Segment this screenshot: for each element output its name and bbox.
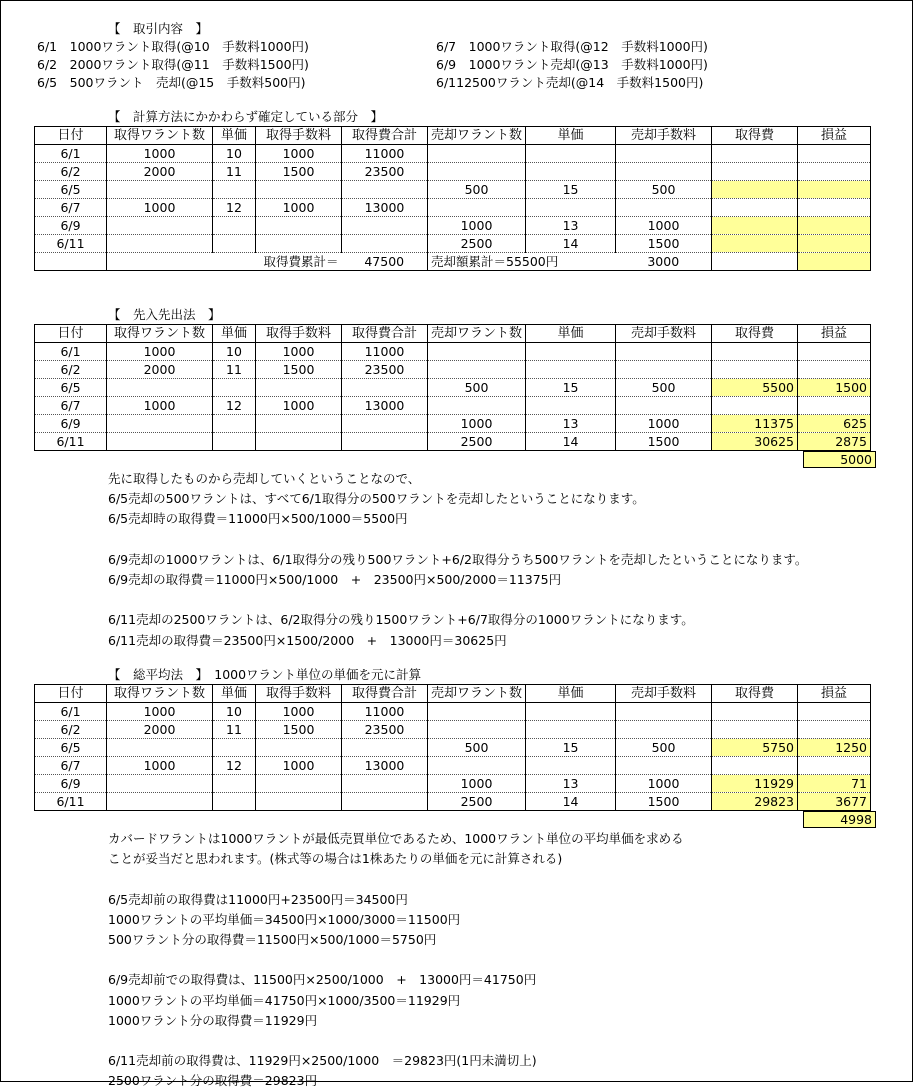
cell-sale-price: 13 xyxy=(526,217,616,235)
cell-sale-price: 13 xyxy=(526,775,616,793)
cell-cost: 29823 xyxy=(712,793,798,811)
cell-sale-price xyxy=(526,343,616,361)
cell-sale-qty: 1000 xyxy=(428,415,526,433)
note-line: 6/5売却の500ワラントは、すべて6/1取得分の500ワラントを売却したということになります。 xyxy=(108,491,645,507)
cell-acq-price: 10 xyxy=(213,145,256,163)
table-row xyxy=(35,361,871,379)
cell-profit xyxy=(798,217,871,235)
table-row xyxy=(35,775,871,793)
section1-table xyxy=(34,126,871,271)
cell-sale-qty: 2500 xyxy=(428,235,526,253)
cell-profit xyxy=(798,703,871,721)
cell-sale-price xyxy=(526,145,616,163)
header-cost: 取得費 xyxy=(712,127,798,145)
table-row xyxy=(35,757,871,775)
cell-date: 6/9 xyxy=(35,217,107,235)
cell-cost xyxy=(712,181,798,199)
cell-sale-price xyxy=(526,397,616,415)
cell-profit: 3677 xyxy=(798,793,871,811)
header-acq-qty: 取得ワラント数 xyxy=(107,325,213,343)
cell-acq-price xyxy=(213,379,256,397)
cell-acq-price: 10 xyxy=(213,703,256,721)
cell-acq-total: 23500 xyxy=(342,163,428,181)
cell-sale-qty xyxy=(428,703,526,721)
header-acq-fee: 取得手数料 xyxy=(256,685,342,703)
cell-cost xyxy=(712,235,798,253)
table-row xyxy=(35,415,871,433)
table-row xyxy=(35,343,871,361)
cell-sale-fee xyxy=(616,199,712,217)
cell-acq-qty xyxy=(107,217,213,235)
cell-acq-fee xyxy=(256,415,342,433)
cell-profit xyxy=(798,145,871,163)
cell-acq-fee: 1000 xyxy=(256,397,342,415)
cell-acq-qty xyxy=(107,775,213,793)
cell-acq-fee xyxy=(256,235,342,253)
cell-acq-price xyxy=(213,739,256,757)
table-row xyxy=(35,379,871,397)
note-line: 6/11売却の2500ワラントは、6/2取得分の残り1500ワラント+6/7取得分の1000ワラントになります。 xyxy=(108,612,694,628)
header-acq-price: 単価 xyxy=(213,127,256,145)
cell-sale-price: 14 xyxy=(526,793,616,811)
footer-blank xyxy=(35,253,107,271)
cell-cost xyxy=(712,343,798,361)
cell-cost xyxy=(712,397,798,415)
note-line: 6/9売却前での取得費は、11500円×2500/1000 + 13000円＝41750円 xyxy=(108,972,537,988)
cell-profit xyxy=(798,397,871,415)
cell-sale-qty xyxy=(428,145,526,163)
note-line: カバードワラントは1000ワラントが最低売買単位であるため、1000ワラント単位の平均単価を求める xyxy=(108,831,684,846)
cell-acq-price: 12 xyxy=(213,757,256,775)
note-line: 500ワラント分の取得費＝11500円×500/1000＝5750円 xyxy=(108,932,437,947)
cell-acq-price: 12 xyxy=(213,397,256,415)
header-sale-fee: 売却手数料 xyxy=(616,685,712,703)
cell-sale-price: 15 xyxy=(526,739,616,757)
section2-table xyxy=(34,324,871,451)
header-acq-qty: 取得ワラント数 xyxy=(107,127,213,145)
cell-acq-qty: 1000 xyxy=(107,397,213,415)
cell-cost xyxy=(712,361,798,379)
cell-sale-fee: 500 xyxy=(616,379,712,397)
note-line: 6/5売却前の取得費は11000円+23500円＝34500円 xyxy=(108,891,408,907)
header-sale-price: 単価 xyxy=(526,127,616,145)
header-acq-fee: 取得手数料 xyxy=(256,325,342,343)
cell-date: 6/5 xyxy=(35,379,107,397)
cell-date: 6/11 xyxy=(35,433,107,451)
cell-acq-total: 23500 xyxy=(342,361,428,379)
cell-cost: 5750 xyxy=(712,739,798,757)
header-acq-price: 単価 xyxy=(213,325,256,343)
cell-acq-qty xyxy=(107,181,213,199)
cell-cost: 5500 xyxy=(712,379,798,397)
note-line: 6/11売却の取得費＝23500円×1500/2000 + 13000円＝30625円 xyxy=(108,632,507,648)
intro-left-line-2: 6/2 2000ワラント取得(@11 手数料1500円) xyxy=(37,57,309,72)
cell-acq-fee xyxy=(256,217,342,235)
cell-acq-price xyxy=(213,217,256,235)
header-date: 日付 xyxy=(35,325,107,343)
cell-acq-total: 11000 xyxy=(342,703,428,721)
cell-acq-fee xyxy=(256,433,342,451)
header-acq-qty: 取得ワラント数 xyxy=(107,685,213,703)
cell-sale-price xyxy=(526,703,616,721)
cell-sale-price: 15 xyxy=(526,379,616,397)
footer-acq-total: 47500 xyxy=(342,253,428,271)
cell-sale-fee xyxy=(616,361,712,379)
cell-acq-price xyxy=(213,415,256,433)
header-cost: 取得費 xyxy=(712,325,798,343)
table-row xyxy=(35,199,871,217)
table-row xyxy=(35,433,871,451)
cell-sale-qty xyxy=(428,721,526,739)
cell-sale-price: 14 xyxy=(526,433,616,451)
cell-acq-price: 11 xyxy=(213,721,256,739)
cell-profit: 2875 xyxy=(798,433,871,451)
cell-acq-qty: 1000 xyxy=(107,343,213,361)
cell-acq-total xyxy=(342,415,428,433)
cell-cost: 11929 xyxy=(712,775,798,793)
note-line: 6/9売却の取得費＝11000円×500/1000 + 23500円×500/2000＝11375円 xyxy=(108,572,562,587)
cell-cost xyxy=(712,163,798,181)
cell-sale-fee xyxy=(616,703,712,721)
cell-acq-qty: 1000 xyxy=(107,199,213,217)
cell-acq-total: 11000 xyxy=(342,145,428,163)
cell-acq-qty xyxy=(107,235,213,253)
cell-sale-fee xyxy=(616,757,712,775)
table-row xyxy=(35,145,871,163)
table-row xyxy=(35,793,871,811)
cell-sale-fee: 500 xyxy=(616,739,712,757)
cell-acq-qty xyxy=(107,793,213,811)
section2-title: 【 先入先出法 】 xyxy=(108,307,221,322)
cell-acq-qty: 2000 xyxy=(107,721,213,739)
cell-sale-qty xyxy=(428,757,526,775)
cell-acq-total xyxy=(342,235,428,253)
cell-date: 6/9 xyxy=(35,775,107,793)
cell-acq-total xyxy=(342,217,428,235)
header-sale-fee: 売却手数料 xyxy=(616,127,712,145)
note-line: 6/9売却の1000ワラントは、6/1取得分の残り500ワラント+6/2取得分うち500ワラントを売却したということになります。 xyxy=(108,551,808,567)
cell-cost: 11375 xyxy=(712,415,798,433)
header-acq-total: 取得費合計 xyxy=(342,127,428,145)
cell-acq-fee: 1000 xyxy=(256,703,342,721)
header-sale-qty: 売却ワラント数 xyxy=(428,325,526,343)
cell-date: 6/1 xyxy=(35,703,107,721)
cell-acq-total: 13000 xyxy=(342,397,428,415)
cell-profit: 625 xyxy=(798,415,871,433)
intro-right-line-1: 6/7 1000ワラント取得(@12 手数料1000円) xyxy=(436,39,708,54)
cell-acq-fee: 1500 xyxy=(256,361,342,379)
note-line: ことが妥当だと思われます。(株式等の場合は1株あたりの単価を元に計算される) xyxy=(108,851,563,867)
cell-sale-qty: 500 xyxy=(428,739,526,757)
cell-profit xyxy=(798,163,871,181)
cell-acq-qty xyxy=(107,415,213,433)
cell-acq-qty: 2000 xyxy=(107,361,213,379)
note-line: 6/11売却前の取得費は、11929円×2500/1000 ＝29823円(1円未満切上) xyxy=(108,1053,537,1069)
footer-acq-label: 取得費累計＝ xyxy=(107,253,342,271)
cell-date: 6/2 xyxy=(35,361,107,379)
header-acq-total: 取得費合計 xyxy=(342,325,428,343)
cell-acq-total xyxy=(342,379,428,397)
table-header-row xyxy=(35,325,871,343)
cell-sale-qty: 2500 xyxy=(428,433,526,451)
cell-acq-total xyxy=(342,433,428,451)
cell-sale-fee: 1000 xyxy=(616,775,712,793)
cell-date: 6/7 xyxy=(35,199,107,217)
cell-sale-fee xyxy=(616,397,712,415)
cell-sale-price xyxy=(526,199,616,217)
table-footer-row xyxy=(35,253,871,271)
header-acq-total: 取得費合計 xyxy=(342,685,428,703)
intro-title: 【 取引内容 】 xyxy=(108,21,209,36)
cell-date: 6/7 xyxy=(35,757,107,775)
cell-sale-qty xyxy=(428,361,526,379)
cell-sale-qty: 500 xyxy=(428,181,526,199)
cell-acq-price xyxy=(213,793,256,811)
cell-acq-fee xyxy=(256,775,342,793)
cell-profit xyxy=(798,235,871,253)
header-sale-price: 単価 xyxy=(526,685,616,703)
cell-sale-price xyxy=(526,757,616,775)
cell-acq-qty: 1000 xyxy=(107,703,213,721)
cell-acq-qty xyxy=(107,379,213,397)
cell-sale-price xyxy=(526,163,616,181)
cell-profit xyxy=(798,757,871,775)
cell-date: 6/1 xyxy=(35,145,107,163)
intro-left-line-1: 6/1 1000ワラント取得(@10 手数料1000円) xyxy=(37,39,309,54)
cell-acq-fee: 1500 xyxy=(256,721,342,739)
header-profit: 損益 xyxy=(798,325,871,343)
cell-sale-qty: 1000 xyxy=(428,217,526,235)
table-row xyxy=(35,217,871,235)
section2-profit-total: 5000 xyxy=(803,451,876,468)
section3-title: 【 総平均法 】 1000ワラント単位の単価を元に計算 xyxy=(108,667,422,682)
cell-sale-price: 15 xyxy=(526,181,616,199)
cell-date: 6/1 xyxy=(35,343,107,361)
cell-sale-fee xyxy=(616,343,712,361)
table-header-row xyxy=(35,127,871,145)
cell-sale-fee: 1000 xyxy=(616,415,712,433)
cell-acq-price: 12 xyxy=(213,199,256,217)
table-header-row xyxy=(35,685,871,703)
section3-table xyxy=(34,684,871,811)
note-line: 先に取得したものから売却していくということなので、 xyxy=(108,471,421,486)
footer-sale-label: 売却額累計＝55500円 xyxy=(428,253,616,271)
cell-date: 6/5 xyxy=(35,181,107,199)
cell-profit: 1250 xyxy=(798,739,871,757)
cell-acq-fee: 1000 xyxy=(256,199,342,217)
intro-right-line-2: 6/9 1000ワラント売却(@13 手数料1000円) xyxy=(436,57,708,72)
table-row xyxy=(35,397,871,415)
cell-date: 6/2 xyxy=(35,163,107,181)
cell-profit xyxy=(798,721,871,739)
cell-acq-price: 11 xyxy=(213,163,256,181)
header-profit: 損益 xyxy=(798,127,871,145)
cell-date: 6/7 xyxy=(35,397,107,415)
header-sale-price: 単価 xyxy=(526,325,616,343)
cell-acq-qty: 1000 xyxy=(107,145,213,163)
cell-sale-qty: 500 xyxy=(428,379,526,397)
cell-sale-fee xyxy=(616,145,712,163)
cell-cost xyxy=(712,217,798,235)
cell-cost xyxy=(712,721,798,739)
cell-acq-fee: 1000 xyxy=(256,145,342,163)
cell-acq-price: 11 xyxy=(213,361,256,379)
cell-sale-fee xyxy=(616,721,712,739)
header-sale-fee: 売却手数料 xyxy=(616,325,712,343)
cell-acq-qty xyxy=(107,739,213,757)
header-sale-qty: 売却ワラント数 xyxy=(428,127,526,145)
cell-sale-qty xyxy=(428,199,526,217)
cell-profit xyxy=(798,181,871,199)
cell-sale-price xyxy=(526,361,616,379)
cell-profit xyxy=(798,361,871,379)
cell-cost: 30625 xyxy=(712,433,798,451)
footer-cost-blank xyxy=(712,253,798,271)
section1-title: 【 計算方法にかかわらず確定している部分 】 xyxy=(108,109,384,124)
cell-date: 6/5 xyxy=(35,739,107,757)
cell-acq-qty xyxy=(107,433,213,451)
cell-sale-fee: 1500 xyxy=(616,433,712,451)
cell-sale-qty xyxy=(428,163,526,181)
header-date: 日付 xyxy=(35,127,107,145)
cell-cost xyxy=(712,199,798,217)
intro-left-line-3: 6/5 500ワラント 売却(@15 手数料500円) xyxy=(37,75,306,90)
cell-date: 6/9 xyxy=(35,415,107,433)
cell-acq-fee xyxy=(256,379,342,397)
note-line: 1000ワラントの平均単価＝41750円×1000/3500＝11929円 xyxy=(108,992,461,1008)
table-row xyxy=(35,739,871,757)
cell-acq-total: 13000 xyxy=(342,199,428,217)
cell-acq-price: 10 xyxy=(213,343,256,361)
cell-sale-qty xyxy=(428,397,526,415)
header-date: 日付 xyxy=(35,685,107,703)
cell-date: 6/11 xyxy=(35,235,107,253)
cell-acq-total xyxy=(342,739,428,757)
cell-sale-qty xyxy=(428,343,526,361)
cell-sale-price: 13 xyxy=(526,415,616,433)
table-row xyxy=(35,235,871,253)
cell-acq-fee: 1000 xyxy=(256,757,342,775)
cell-profit: 1500 xyxy=(798,379,871,397)
note-line: 1000ワラントの平均単価＝34500円×1000/3000＝11500円 xyxy=(108,911,461,927)
cell-sale-fee: 1500 xyxy=(616,235,712,253)
cell-sale-fee xyxy=(616,163,712,181)
cell-sale-fee: 1000 xyxy=(616,217,712,235)
cell-profit xyxy=(798,199,871,217)
cell-date: 6/2 xyxy=(35,721,107,739)
note-line: 2500ワラント分の取得費＝29823円 xyxy=(108,1073,318,1089)
cell-acq-total: 23500 xyxy=(342,721,428,739)
cell-acq-fee: 1000 xyxy=(256,343,342,361)
table-row xyxy=(35,721,871,739)
cell-acq-fee: 1500 xyxy=(256,163,342,181)
cell-acq-fee xyxy=(256,793,342,811)
cell-acq-total xyxy=(342,775,428,793)
section3-profit-total: 4998 xyxy=(803,811,876,828)
footer-profit-total xyxy=(798,253,871,271)
cell-sale-qty: 1000 xyxy=(428,775,526,793)
footer-fee-total: 3000 xyxy=(616,253,712,271)
cell-acq-fee xyxy=(256,739,342,757)
table-row xyxy=(35,703,871,721)
cell-cost xyxy=(712,703,798,721)
header-acq-fee: 取得手数料 xyxy=(256,127,342,145)
intro-right-line-3: 6/112500ワラント売却(@14 手数料1500円) xyxy=(436,75,704,90)
header-sale-qty: 売却ワラント数 xyxy=(428,685,526,703)
cell-acq-price xyxy=(213,235,256,253)
cell-acq-fee xyxy=(256,181,342,199)
cell-acq-price xyxy=(213,775,256,793)
table-row xyxy=(35,181,871,199)
cell-profit xyxy=(798,343,871,361)
cell-sale-fee: 500 xyxy=(616,181,712,199)
header-acq-price: 単価 xyxy=(213,685,256,703)
cell-acq-qty: 2000 xyxy=(107,163,213,181)
cell-cost xyxy=(712,757,798,775)
header-cost: 取得費 xyxy=(712,685,798,703)
note-line: 1000ワラント分の取得費＝11929円 xyxy=(108,1012,318,1028)
cell-cost xyxy=(712,145,798,163)
cell-acq-total xyxy=(342,793,428,811)
cell-acq-price xyxy=(213,181,256,199)
cell-date: 6/11 xyxy=(35,793,107,811)
header-profit: 損益 xyxy=(798,685,871,703)
note-line: 6/5売却時の取得費＝11000円×500/1000＝5500円 xyxy=(108,511,408,527)
cell-acq-total: 13000 xyxy=(342,757,428,775)
cell-acq-price xyxy=(213,433,256,451)
table-row xyxy=(35,163,871,181)
cell-sale-qty: 2500 xyxy=(428,793,526,811)
cell-acq-total: 11000 xyxy=(342,343,428,361)
cell-profit: 71 xyxy=(798,775,871,793)
cell-acq-total xyxy=(342,181,428,199)
cell-acq-qty: 1000 xyxy=(107,757,213,775)
cell-sale-fee: 1500 xyxy=(616,793,712,811)
cell-sale-price xyxy=(526,721,616,739)
cell-sale-price: 14 xyxy=(526,235,616,253)
